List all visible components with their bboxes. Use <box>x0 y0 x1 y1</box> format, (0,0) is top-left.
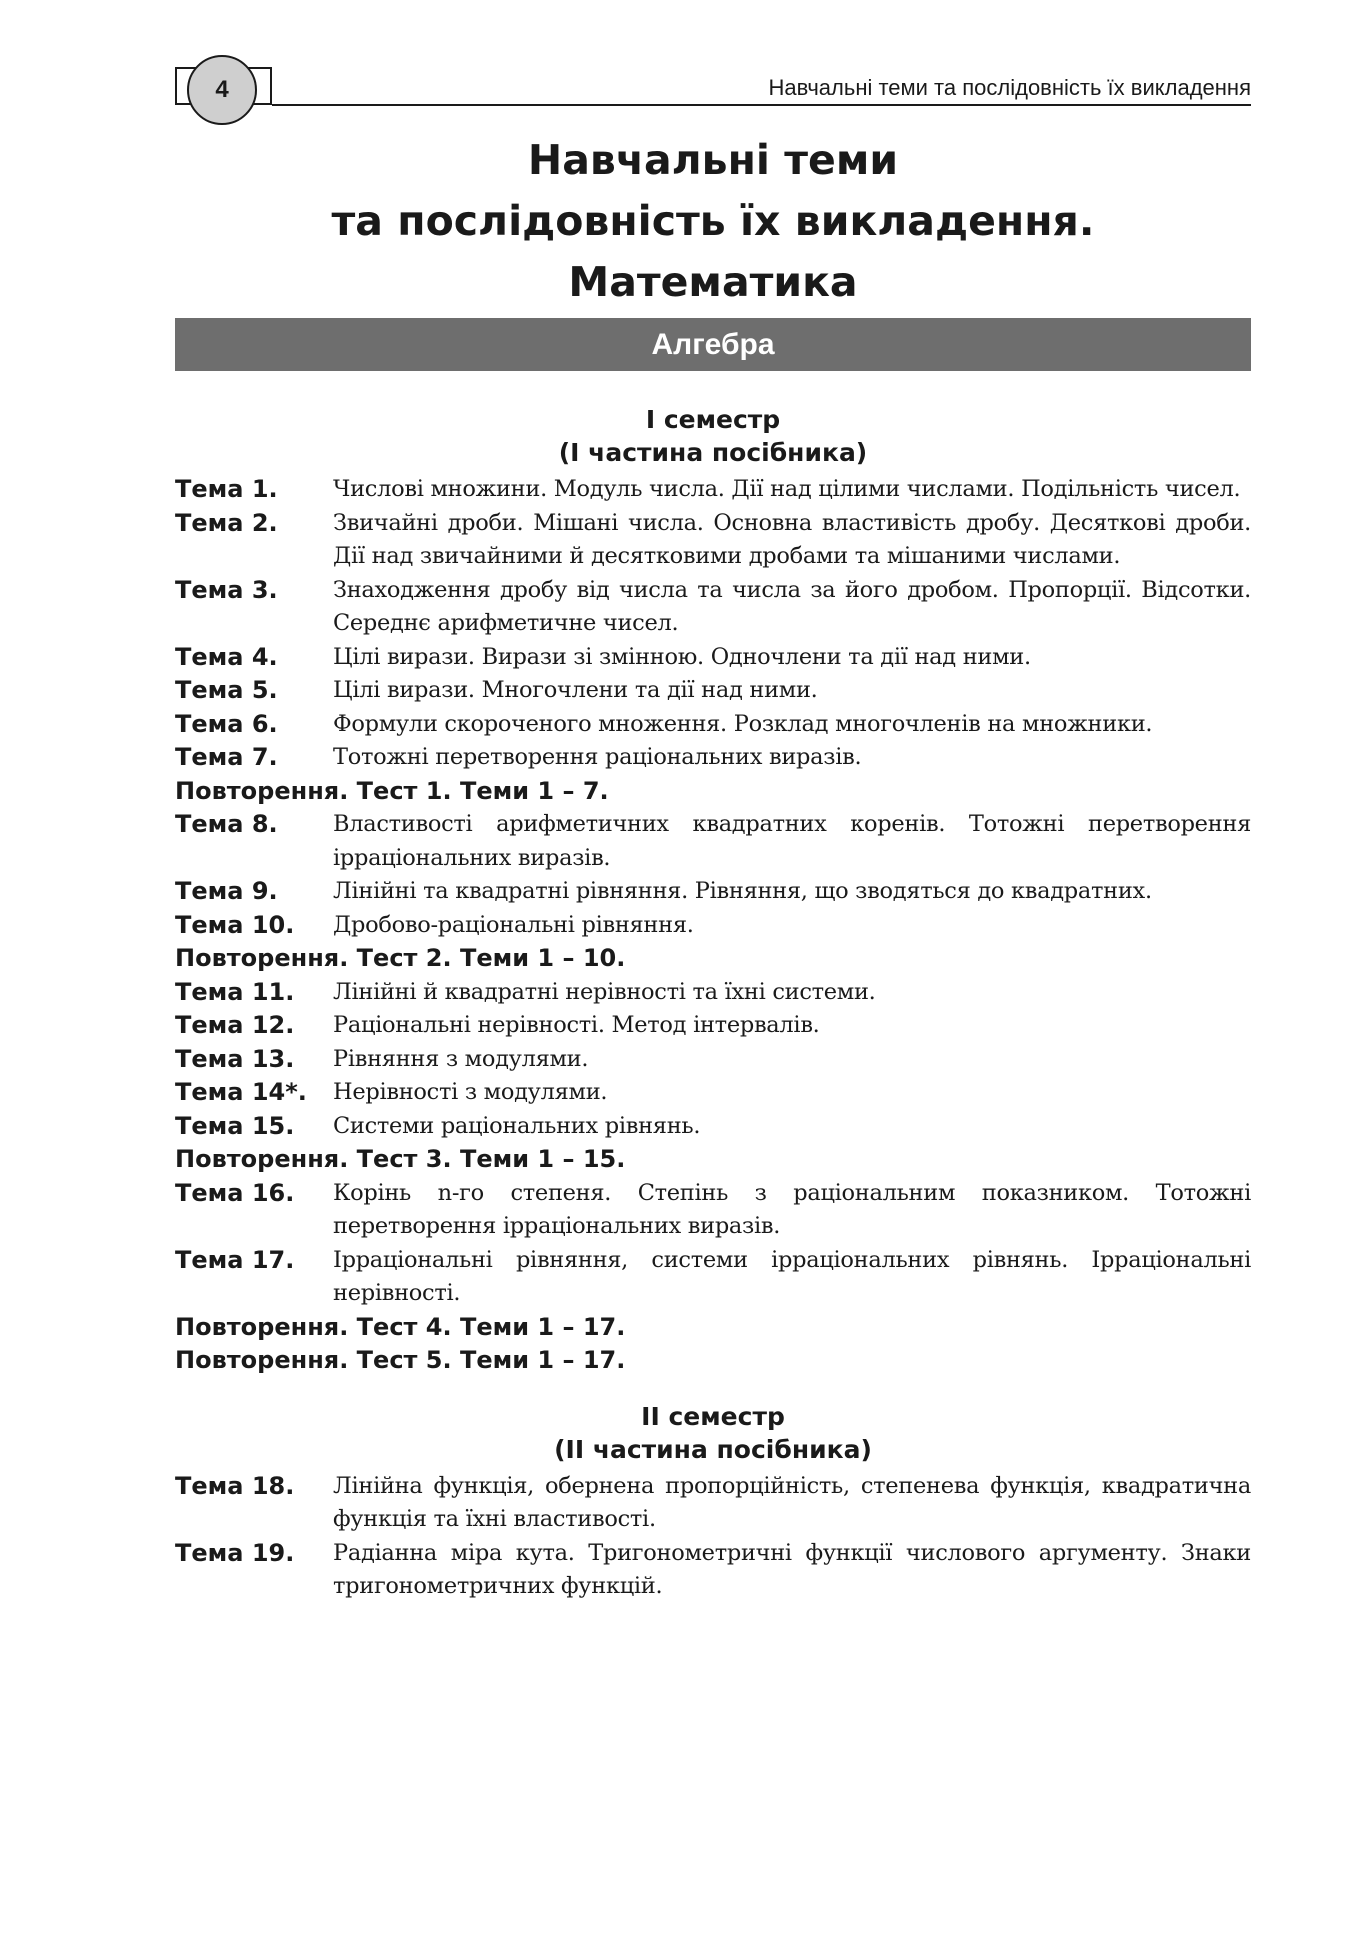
topic-row <box>175 875 1251 909</box>
review-test-line: Повторення. Тест 1. Теми 1 – 7. <box>175 776 609 805</box>
semester-subheading: (II частина посібника) <box>554 1434 872 1464</box>
topic-row <box>175 1244 1251 1311</box>
topic-row <box>175 909 1251 943</box>
page-title-line-2: та послідовність їх викладення. <box>331 197 1095 245</box>
topic-row <box>175 674 1251 708</box>
topic-text: Звичайні дроби. Мішані числа. Основна властивість дробу. Десяткові дроби. Дії над звичайними й десятковими дробами та мішаними числами. <box>333 509 1251 569</box>
running-title: Навчальні теми та послідовність їх викладення <box>768 75 1251 100</box>
topic-row <box>175 473 1251 507</box>
topic-row <box>175 1043 1251 1077</box>
review-test-line: Повторення. Тест 5. Теми 1 – 17. <box>175 1346 626 1374</box>
topic-text: Дробово-раціональні рівняння. <box>333 911 694 938</box>
topic-row <box>175 1076 1251 1110</box>
topic-row <box>175 1110 1251 1144</box>
semester-heading: I семестр <box>645 405 781 434</box>
page-title <box>175 130 1251 313</box>
page-title-line-3: Математика <box>568 258 858 306</box>
topic-label: Тема 13. <box>175 1044 295 1073</box>
topic-text: Лінійні та квадратні рівняння. Рівняння, що зводяться до квадратних. <box>333 878 1152 904</box>
topic-text: Числові множини. Модуль числа. Дії над цілими числами. Подільність чисел. <box>333 476 1241 502</box>
semester-subheading: (I частина посібника) <box>558 438 868 467</box>
topic-text: Ірраціональні рівняння, системи ірраціональних рівнянь. Ірраціональні нерівності. <box>333 1246 1251 1306</box>
semester-topics <box>175 1470 1251 1604</box>
topic-label: Тема 2. <box>175 508 278 537</box>
topic-text: Лінійна функція, обернена пропорційність, степенева функція, квадратична функція та їхні властивості. <box>333 1472 1251 1532</box>
topic-row <box>175 708 1251 742</box>
topic-label: Тема 8. <box>175 810 278 838</box>
topic-text: Формули скороченого множення. Розклад многочленів на множники. <box>333 710 1153 737</box>
section-bar-algebra: Алгебра <box>175 318 1251 371</box>
topic-text: Цілі вирази. Вирази зі змінною. Одночлени та дії над ними. <box>333 643 1031 670</box>
topic-row <box>175 1470 1251 1537</box>
topic-label: Тема 16. <box>175 1178 295 1207</box>
topic-text: Знаходження дробу від числа та числа за його дробом. Пропорції. Відсотки. Середнє арифметичне чисел. <box>333 576 1251 636</box>
topic-label: Тема 3. <box>175 575 278 604</box>
topic-row <box>175 1537 1251 1604</box>
topic-row <box>175 976 1251 1010</box>
topic-label: Тема 17. <box>175 1245 295 1274</box>
topic-label: Тема 5. <box>175 676 278 704</box>
topic-row <box>175 741 1251 775</box>
header-rule <box>272 104 1251 106</box>
topic-label: Тема 19. <box>175 1538 295 1567</box>
page-title-line-1: Навчальні теми <box>527 136 899 184</box>
topic-label: Тема 7. <box>175 743 278 771</box>
semester-topics <box>175 473 1251 1378</box>
topic-text: Системи раціональних рівнянь. <box>333 1112 701 1139</box>
page-header <box>175 55 1251 115</box>
topic-row <box>175 574 1251 641</box>
topic-text: Раціональні нерівності. Метод інтервалів. <box>333 1012 820 1038</box>
semester-heading: II семестр <box>641 1401 785 1431</box>
topic-label: Тема 4. <box>175 642 278 671</box>
topic-label: Тема 18. <box>175 1471 295 1500</box>
topic-label: Тема 10. <box>175 910 295 939</box>
topic-text: Радіанна міра кута. Тригонометричні функції числового аргументу. Знаки тригонометричних функцій. <box>333 1539 1251 1599</box>
topic-row <box>175 641 1251 675</box>
topic-text: Рівняння з модулями. <box>333 1045 589 1072</box>
topic-text: Тотожні перетворення раціональних виразів. <box>333 744 862 770</box>
review-test-line: Повторення. Тест 4. Теми 1 – 17. <box>175 1312 626 1341</box>
topic-text: Нерівності з модулями. <box>333 1079 608 1105</box>
topic-label: Тема 15. <box>175 1111 295 1140</box>
topic-label: Тема 14*. <box>175 1078 307 1106</box>
topic-text: Властивості арифметичних квадратних коренів. Тотожні перетворення ірраціональних виразів. <box>333 811 1251 871</box>
topic-label: Тема 11. <box>175 977 295 1006</box>
page-number: 4 <box>187 55 257 125</box>
review-test-line: Повторення. Тест 3. Теми 1 – 15. <box>175 1145 626 1173</box>
topic-label: Тема 6. <box>175 709 278 738</box>
topic-row <box>175 507 1251 574</box>
topic-label: Тема 9. <box>175 877 278 905</box>
topic-label: Тема 12. <box>175 1011 295 1039</box>
topic-row <box>175 1177 1251 1244</box>
topic-row <box>175 1009 1251 1043</box>
topic-label: Тема 1. <box>175 475 278 503</box>
topic-text: Лінійні й квадратні нерівності та їхні системи. <box>333 978 876 1005</box>
review-test-line: Повторення. Тест 2. Теми 1 – 10. <box>175 944 626 972</box>
topic-row <box>175 808 1251 875</box>
topic-text: Цілі вирази. Многочлени та дії над ними. <box>333 677 818 703</box>
topic-text: Корінь n-го степеня. Степінь з раціональним показником. Тотожні перетворення ірраціональних виразів. <box>333 1179 1251 1239</box>
topic-list <box>175 403 1251 1604</box>
